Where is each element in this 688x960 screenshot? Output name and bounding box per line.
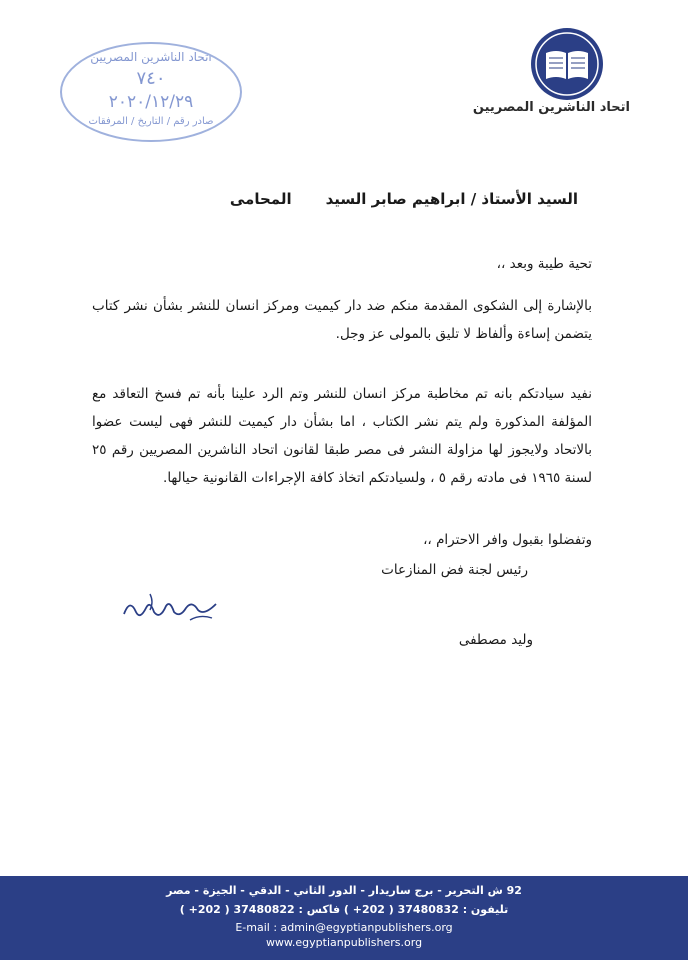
signer-title: رئيس لجنة فض المنازعات [381,562,528,578]
greeting: تحية طيبة وبعد ،، [496,256,592,272]
footer-phones: تليفون : 37480832 ( 202+ ) فاكس : 37480822 ( 202+ ) [179,903,509,916]
incoming-stamp [60,42,242,142]
stamp-fields: صادر رقم / التاريخ / المرفقات [88,116,214,127]
footer-address: 92 ش التحرير - برج ساريدار - الدور الثاني - الدقي - الجيزة - مصر [166,884,522,897]
addressee-name: السيد الأستاذ / ابراهيم صابر السيد [325,190,578,208]
closing: وتفضلوا بقبول وافر الاحترام ،، [423,532,592,548]
footer [0,876,688,960]
organization-name: اتحاد الناشرين المصريين [472,100,630,115]
stamp-org: اتحاد الناشرين المصريين [90,50,212,64]
paragraph-2: نفيد سيادتكم بانه تم مخاطبة مركز انسان للنشر وتم الرد علينا بأنه تم فسخ التعاقد مع المؤلفة المذكورة ولم يتم نشر الكتاب ، اما بشأن دار كيميت للنشر فهى ليست عضوا بالاتحاد ولايجوز لها مزاولة النشر فى مصر طبقا لقانون اتحاد الناشرين المصريين رقم ٢٥ لسنة ١٩٦٥ فى مادته رقم ٥ ، ولسيادتكم اتخاذ كافة الإجراءات القانونية حيالها. [92,386,592,486]
paragraph-1: بالإشارة إلى الشكوى المقدمة منكم ضد دار كيميت ومركز انسان للنشر بشأن نشر كتاب يتضمن إساءة وألفاظ لا تليق بالمولى عز وجل. [92,298,592,342]
open-book-icon [530,27,604,101]
footer-email[interactable]: E-mail : admin@egyptianpublishers.org [235,921,453,934]
stamp-number: ٧٤٠ [136,68,166,89]
stamp-date: ٢٠٢٠/١٢/٢٩ [108,92,194,112]
addressee-role: المحامى [229,190,292,208]
handwritten-signature [120,590,220,626]
addressee [230,190,578,208]
signer-name: وليد مصطفى [458,632,533,648]
footer-website[interactable]: www.egyptianpublishers.org [265,936,423,949]
